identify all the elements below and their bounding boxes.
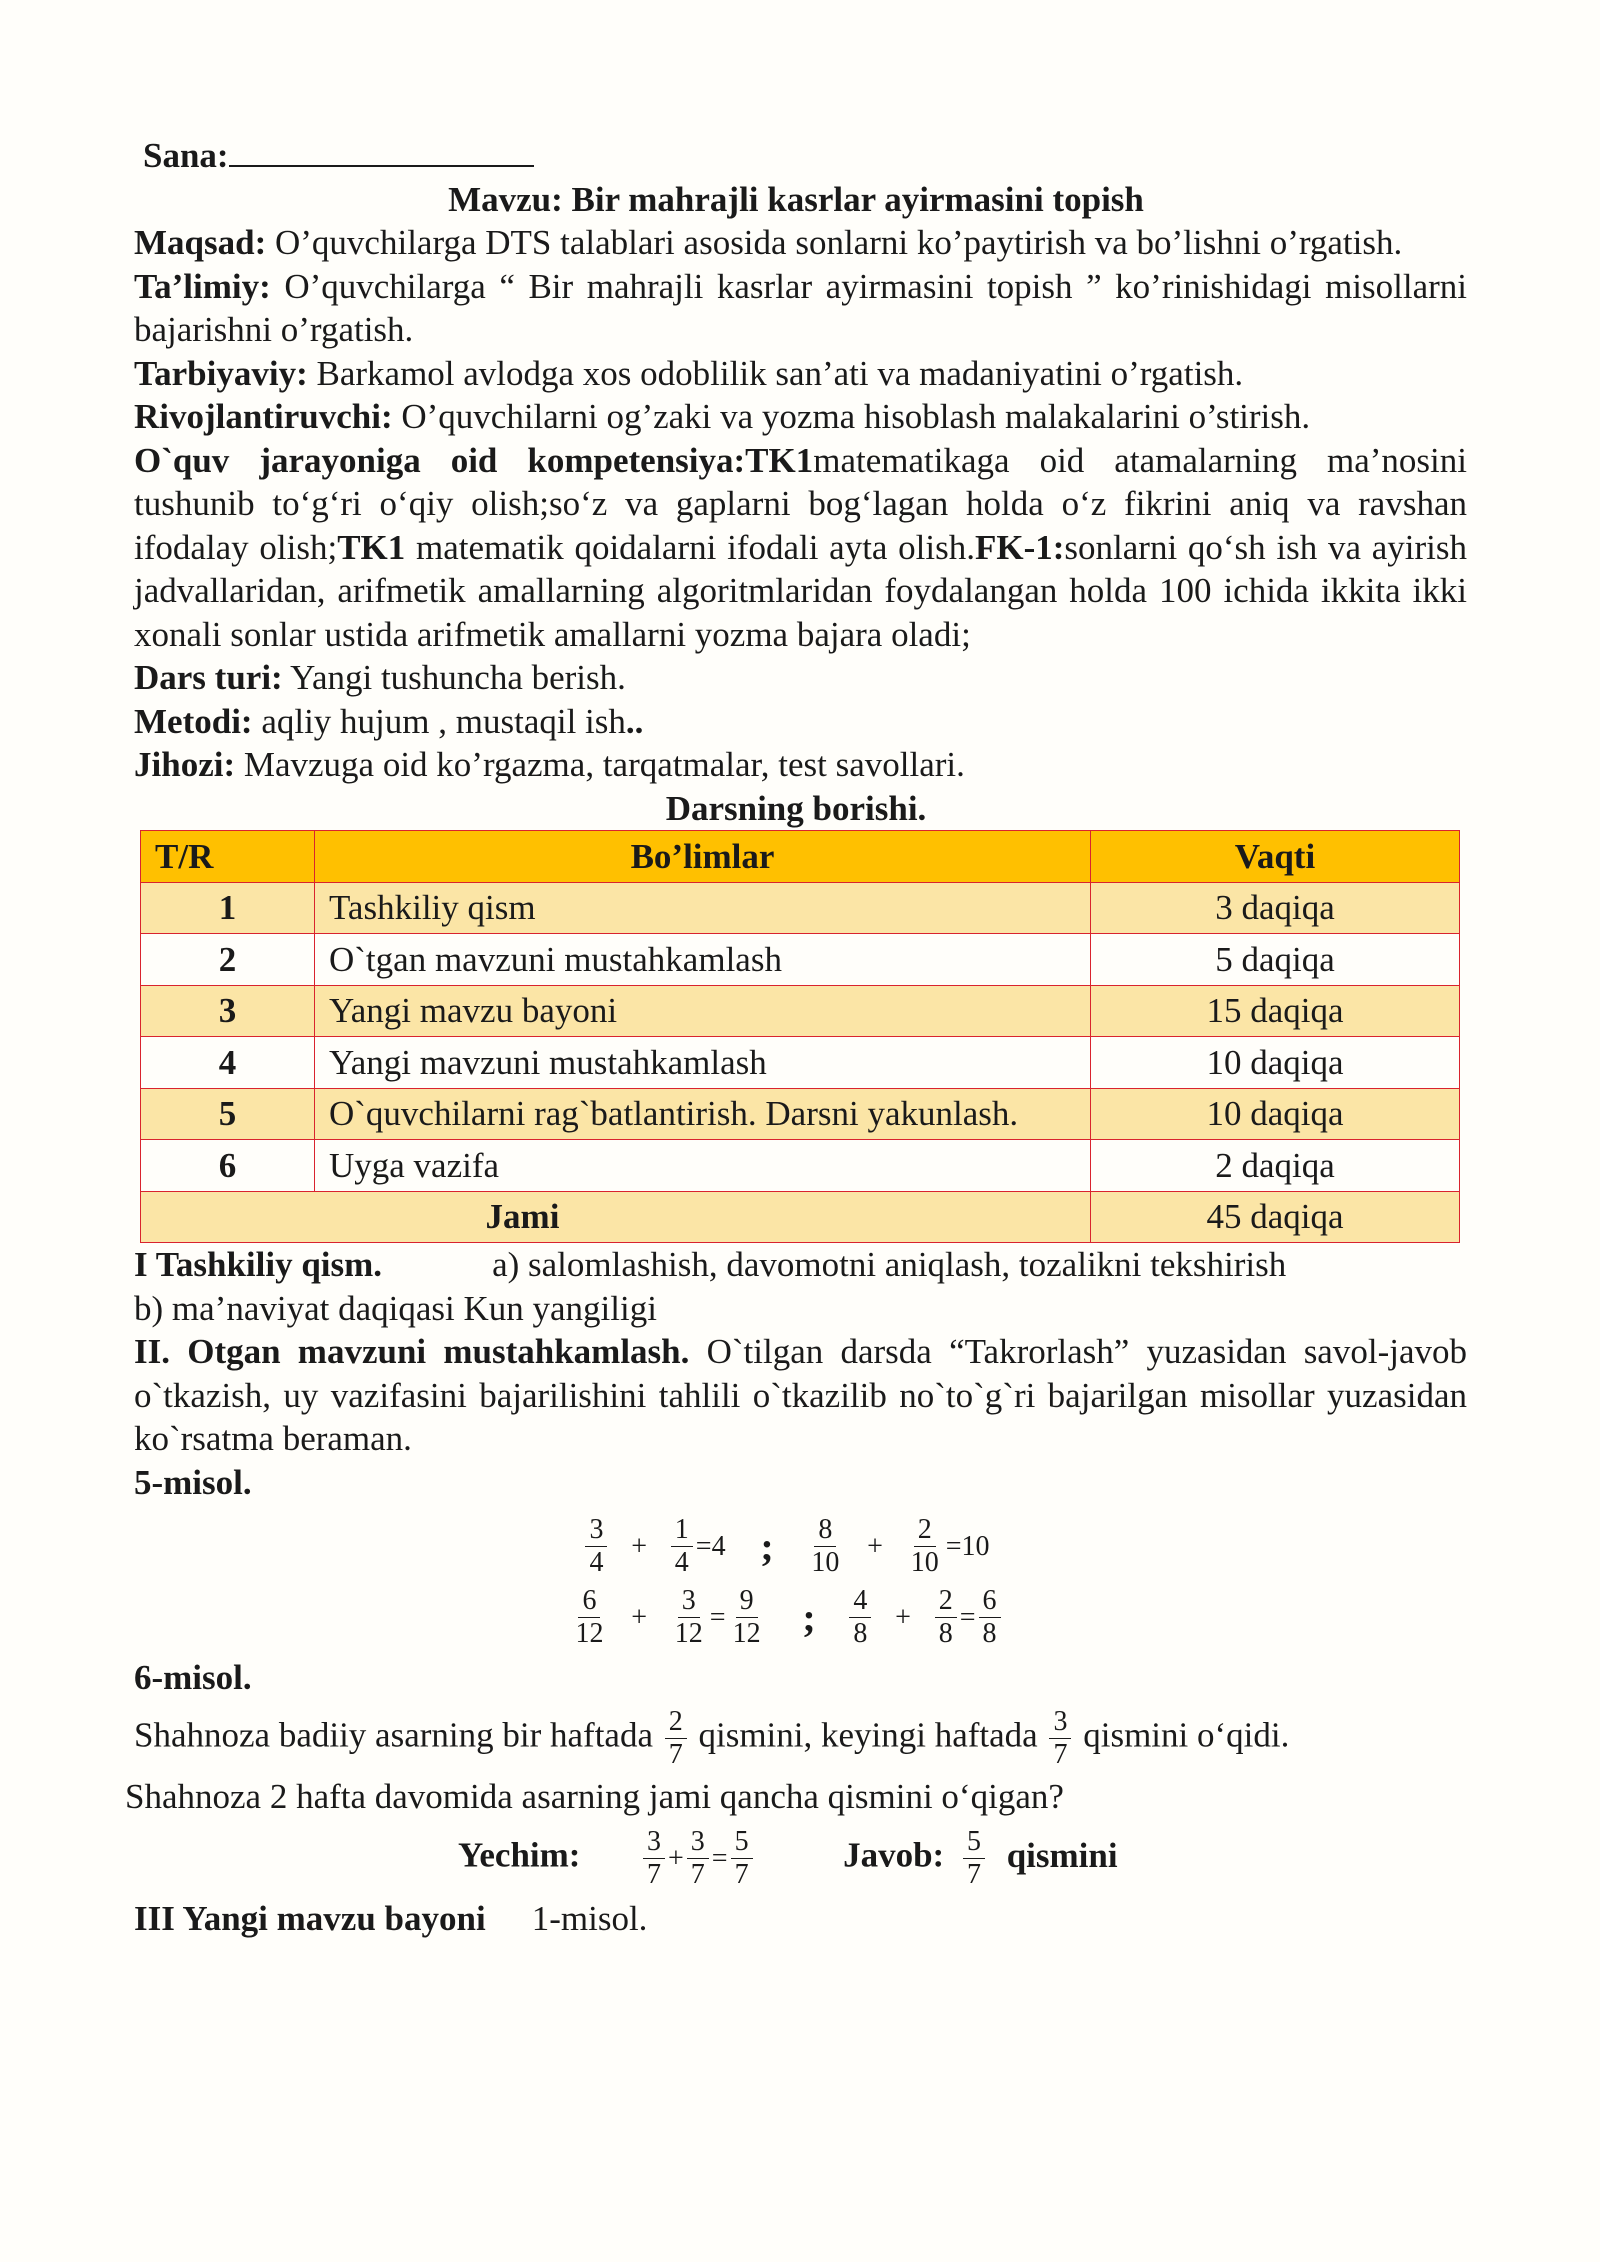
lesson-flow-title xyxy=(125,787,1467,831)
equipment-line xyxy=(125,743,1467,787)
fraction: $\frac{2}{8}$ xyxy=(935,1585,957,1650)
organizational-a: a) salomlashish, davomotni aniqlash, tozalikni tekshirish xyxy=(492,1245,1287,1284)
organizational-line xyxy=(125,1243,1467,1287)
equals-sign: = xyxy=(709,1601,726,1633)
row-num: 1 xyxy=(141,882,315,934)
goal-label: Maqsad: xyxy=(134,223,267,262)
equation-line-1 xyxy=(125,1514,1467,1579)
fraction: $\frac{5}{7}$ xyxy=(963,1826,985,1891)
new-topic-example: 1-misol. xyxy=(531,1899,648,1938)
educational-label: Ta’limiy: xyxy=(134,266,271,306)
equipment-text: Mavzuga oid ko’rgazma, tarqatmalar, test savollari. xyxy=(235,745,965,784)
competence-tk1: TK1 xyxy=(337,527,406,567)
fraction: $\frac{2}{10}$ xyxy=(910,1514,939,1578)
topic-text: Mavzu: Bir mahrajli kasrlar ayirmasini topish xyxy=(448,179,1144,219)
plus-sign: + xyxy=(631,1530,648,1562)
result: =10 xyxy=(945,1530,990,1562)
lesson-plan-table xyxy=(140,830,1460,1243)
competence-label: O`quv jarayoniga oid kompetensiya:TK1 xyxy=(134,440,814,480)
example-5-label: 5-misol. xyxy=(134,1462,252,1502)
table-total-row xyxy=(141,1191,1460,1243)
row-section: Tashkiliy qism xyxy=(315,882,1091,934)
competence-paragraph xyxy=(125,439,1467,657)
table-row xyxy=(141,1140,1460,1192)
example-5-title xyxy=(125,1461,1467,1505)
row-section: O`tgan mavzuni mustahkamlash xyxy=(315,934,1091,986)
fraction: $\frac{3}{12}$ xyxy=(674,1585,703,1649)
fraction: $\frac{3}{4}$ xyxy=(585,1514,607,1579)
row-section: O`quvchilarni rag`batlantirish. Darsni yakunlash. xyxy=(315,1088,1091,1140)
fraction: $\frac{5}{7}$ xyxy=(731,1826,753,1891)
new-topic-line xyxy=(125,1897,1467,1941)
separator: ; xyxy=(760,1523,774,1569)
method-line xyxy=(125,700,1467,744)
table-row xyxy=(141,985,1460,1037)
method-text: aqliy hujum , mustaqil ish xyxy=(252,701,626,741)
solution-label: Yechim: xyxy=(458,1835,581,1875)
goal-text: O’quvchilarga DTS talablari asosida sonlarni ko’paytirish va bo’lishni o’rgatish. xyxy=(266,223,1403,262)
result: =4 xyxy=(695,1530,726,1562)
row-time: 10 daqiqa xyxy=(1091,1037,1460,1089)
fraction: $\frac{2}{7}$ xyxy=(665,1706,687,1771)
lesson-flow-heading: Darsning borishi. xyxy=(665,788,927,828)
developmental-label: Rivojlantiruvchi: xyxy=(134,397,393,436)
document-page xyxy=(125,132,1467,1941)
header-time: Vaqti xyxy=(1091,831,1460,883)
row-num: 4 xyxy=(141,1037,315,1089)
row-num: 3 xyxy=(141,985,315,1037)
problem-line-2: Shahnoza 2 hafta davomida asarning jami qancha qismini o‘qigan? xyxy=(125,1776,1064,1816)
row-time: 5 daqiqa xyxy=(1091,934,1460,986)
educational-paragraph xyxy=(125,265,1467,352)
row-section: Yangi mavzu bayoni xyxy=(315,985,1091,1037)
solution-line: Yechim: $\frac{3}{7}$ + $\frac{3}{7}$ = $\frac{5}{7}$ Javob: $\frac{5}{7}$ qismini xyxy=(458,1826,1118,1890)
equation-line-2 xyxy=(125,1585,1467,1650)
row-section: Yangi mavzuni mustahkamlash xyxy=(315,1037,1091,1089)
row-num: 5 xyxy=(141,1088,315,1140)
total-label xyxy=(141,1191,1091,1243)
answer-label: Javob: xyxy=(843,1835,945,1875)
fraction: $\frac{3}{7}$ xyxy=(643,1826,665,1891)
lesson-type-label: Dars turi: xyxy=(134,658,283,697)
method-label: Metodi: xyxy=(134,701,253,741)
date-blank xyxy=(229,135,534,167)
fraction: $\frac{3}{7}$ xyxy=(687,1826,709,1891)
upbringing-text: Barkamol avlodga xos odoblilik san’ati va madaniyatini o’rgatish. xyxy=(307,353,1244,393)
review-paragraph xyxy=(125,1330,1467,1461)
competence-text-2: matematik qoidalarni ifodali ayta olish. xyxy=(405,527,975,567)
competence-fk1: FK-1: xyxy=(975,527,1065,567)
row-section: Uyga vazifa xyxy=(315,1140,1091,1192)
lesson-type-text: Yangi tushuncha berish. xyxy=(282,658,626,697)
row-time: 10 daqiqa xyxy=(1091,1088,1460,1140)
total-label-text: Jami xyxy=(485,1197,560,1236)
lesson-type xyxy=(125,656,1467,700)
problem-line-1: Shahnoza badiiy asarning bir haftada $\frac{2}{7}$ qismini, keyingi haftada $\frac{3}{7}$ qismini o‘qidi. xyxy=(134,1705,1290,1770)
example-6-title xyxy=(125,1656,1467,1700)
equals-sign: = xyxy=(959,1601,976,1633)
table-header-row xyxy=(141,831,1460,883)
date-label: Sana: xyxy=(143,136,229,175)
developmental-paragraph xyxy=(125,395,1467,439)
fraction: $\frac{6}{8}$ xyxy=(979,1585,1001,1650)
header-section: Bo’limlar xyxy=(315,831,1091,883)
row-num: 2 xyxy=(141,934,315,986)
competence-text-3: sonlarni qo‘sh ish va ayirish jadvallaridan, arifmetik amallarning algoritmlaridan foydalangan holda 100 ichida ikkita ikki xonali sonlar ustida arifmetik amallarni yozma bajara oladi; xyxy=(134,527,1467,654)
upbringing-label: Tarbiyaviy: xyxy=(134,353,308,393)
review-text: O`tilgan darsda “Takrorlash” yuzasidan savol-javob o`tkazish, uy vazifasini bajarilishini tahlili o`tkazilib no`to`g`ri bajarilgan misollar yuzasidan ko`rsatma beraman. xyxy=(134,1332,1467,1458)
equipment-label: Jihozi: xyxy=(134,745,236,784)
table-row xyxy=(141,882,1460,934)
fraction: $\frac{4}{8}$ xyxy=(849,1585,871,1650)
fraction: $\frac{3}{7}$ xyxy=(1049,1706,1071,1771)
header-num: T/R xyxy=(141,831,315,883)
row-num: 6 xyxy=(141,1140,315,1192)
table-row xyxy=(141,934,1460,986)
row-time: 2 daqiqa xyxy=(1091,1140,1460,1192)
separator: ; xyxy=(802,1594,816,1640)
goal-paragraph xyxy=(125,221,1467,265)
answer-unit: qismini xyxy=(1006,1835,1118,1875)
lesson-topic xyxy=(125,178,1467,222)
educational-text: O’quvchilarga “ Bir mahrajli kasrlar ayirmasini topish ” ko’rinishidagi misollarni bajarishni o’rgatish. xyxy=(134,266,1467,349)
developmental-text: O’quvchilarni og’zaki va yozma hisoblash malakalarini o’stirish. xyxy=(392,397,1311,436)
plus-sign: + xyxy=(867,1530,883,1562)
example-6-label: 6-misol. xyxy=(134,1658,252,1697)
fraction: $\frac{1}{4}$ xyxy=(671,1514,693,1579)
plus-sign: + xyxy=(631,1601,648,1633)
organizational-b: b) ma’naviyat daqiqasi Kun yangiligi xyxy=(134,1288,657,1328)
table-row xyxy=(141,1037,1460,1089)
row-time: 3 daqiqa xyxy=(1091,882,1460,934)
fraction: $\frac{8}{10}$ xyxy=(811,1514,840,1578)
new-topic-label: III Yangi mavzu bayoni xyxy=(134,1899,486,1938)
review-label: II. Otgan mavzuni mustahkamlash. xyxy=(134,1332,690,1371)
date-line xyxy=(125,134,1467,178)
table-row xyxy=(141,1088,1460,1140)
method-tail: .. xyxy=(625,701,644,741)
row-time: 15 daqiqa xyxy=(1091,985,1460,1037)
total-time: 45 daqiqa xyxy=(1091,1191,1460,1243)
organizational-label: I Tashkiliy qism. xyxy=(134,1245,383,1284)
upbringing-paragraph xyxy=(125,352,1467,396)
competence-text-1: matematikaga oid atamalarning ma’nosini tushunib to‘g‘ri o‘qiy olish;so‘z va gaplarni bog‘lagan holda o‘z fikrini aniq va ravshan ifodalay olish; xyxy=(134,440,1467,567)
fraction: $\frac{6}{12}$ xyxy=(575,1585,604,1649)
fraction: $\frac{9}{12}$ xyxy=(732,1585,761,1649)
plus-sign: + xyxy=(895,1601,911,1633)
